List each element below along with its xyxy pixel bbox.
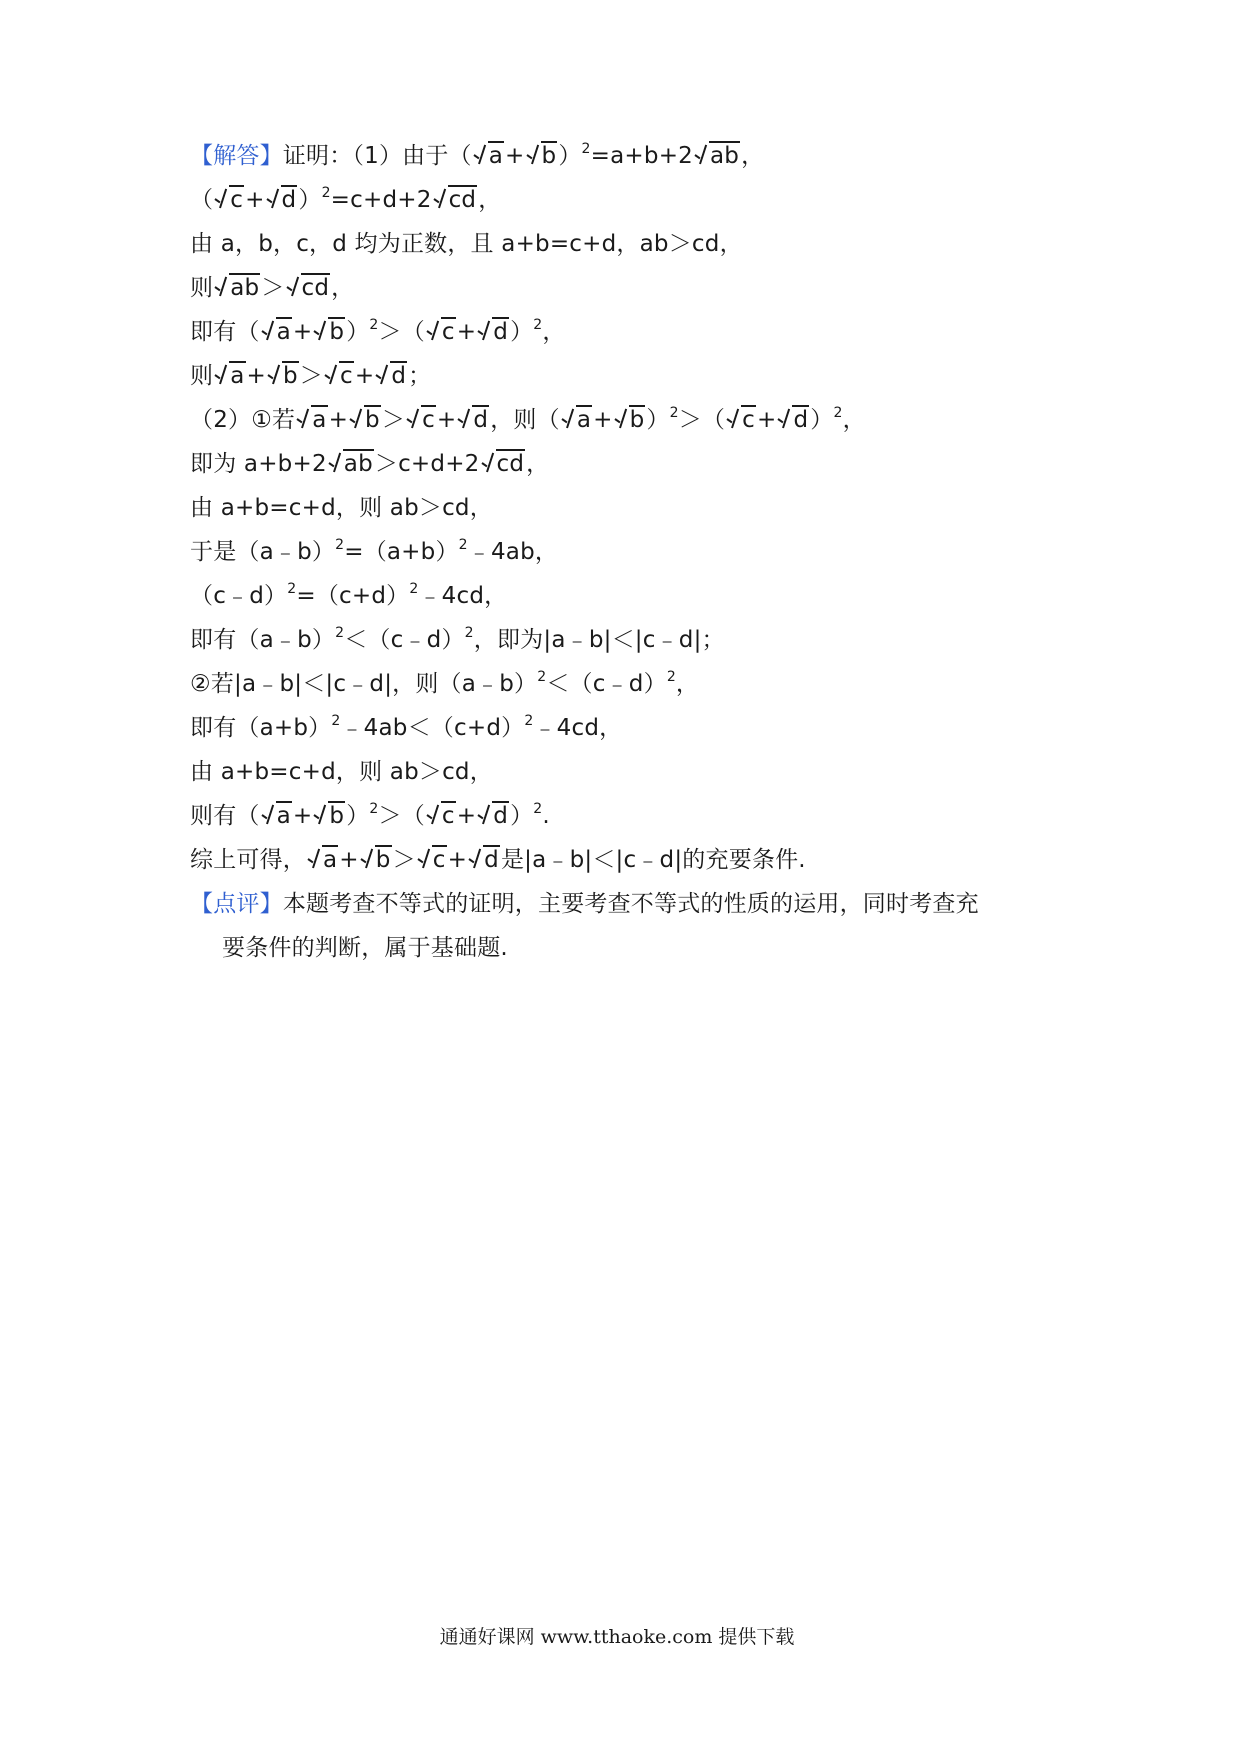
review-line-2: 要条件的判断，属于基础题. <box>222 935 508 961</box>
sqrt-expression: d <box>458 404 489 436</box>
sqrt-expression: b <box>361 844 392 876</box>
sqrt-expression: b <box>268 360 299 392</box>
solution-line-4: 则 ab＞ cd， <box>190 272 354 304</box>
solution-line-16: 则有（ a+ b）$^2$＞（ c+ d）$^2$. <box>190 800 550 832</box>
sqrt-expression: c <box>215 184 244 216</box>
text: 证明：（1）由于（ <box>282 143 472 169</box>
solution-line-11: $(c﹣d)^2=(c+d)^2﹣4cd$， <box>190 581 508 609</box>
sqrt-expression: b <box>350 404 381 436</box>
sqrt-expression: a <box>474 140 504 172</box>
sqrt-expression: a <box>562 404 592 436</box>
sqrt-expression: a <box>308 844 338 876</box>
sqrt-expression: ab <box>329 448 374 480</box>
solution-line-5: 即有（ a+ b）$^2$＞（ c+ d）$^2$， <box>190 316 566 348</box>
sqrt-expression: b <box>314 316 345 348</box>
sqrt-expression: ab <box>215 272 260 304</box>
solution-line-14: 即有$(a+b)^2﹣4ab<(c+d)^2﹣4cd$， <box>190 713 623 741</box>
solution-line-6: 则 a+ b＞ c+ d； <box>190 360 431 392</box>
sqrt-expression: b <box>527 140 558 172</box>
review-line-1 <box>190 888 979 920</box>
solution-line-9: 由 a+b=c+d，则 ab＞cd， <box>190 495 493 521</box>
sqrt-expression: c <box>427 800 456 832</box>
sqrt-expression: c <box>418 844 447 876</box>
sqrt-expression: a <box>297 404 327 436</box>
review-text: 本题考查不等式的证明，主要考查不等式的性质的运用，同时考查充 <box>282 891 979 917</box>
sqrt-expression: b <box>615 404 646 436</box>
solution-line-17: 综上可得， a+ b＞ c+ d是|a﹣b|＜|c﹣d|的充要条件. <box>190 844 806 876</box>
solution-line-8: 即为 a+b+2 ab＞c+d+2 cd， <box>190 448 549 480</box>
footer-credit: 通通好课网 www.tthaoke.com 提供下载 <box>439 1626 795 1648</box>
review-label: 【点评】 <box>190 891 283 917</box>
sqrt-expression: cd <box>482 448 526 480</box>
sqrt-expression: d <box>478 800 509 832</box>
sqrt-expression: b <box>314 800 345 832</box>
solution-line-13: ②若|a﹣b|＜|c﹣d|，则（a﹣b）$^2$＜（c﹣d）$^2$， <box>190 669 700 697</box>
solution-line-12: 即有（a﹣b）$^2$＜（c﹣d）$^2$，即为|a﹣b|＜|c﹣d|； <box>190 625 725 653</box>
solution-line-15: 由 a+b=c+d，则 ab＞cd， <box>190 759 493 785</box>
sqrt-expression: cd <box>434 184 478 216</box>
sqrt-expression: c <box>727 404 756 436</box>
sqrt-expression: a <box>215 360 245 392</box>
sqrt-expression: c <box>407 404 436 436</box>
sqrt-expression: c <box>325 360 354 392</box>
sqrt-expression: cd <box>287 272 331 304</box>
sqrt-expression: c <box>427 316 456 348</box>
solution-line-2: （ c+ d）$^2$=c+d+2 cd， <box>190 184 501 216</box>
sqrt-expression: a <box>262 316 292 348</box>
solution-line-7: （2）①若 a+ b＞ c+ d，则（ a+ b）$^2$＞（ c+ d）$^2$， <box>190 404 866 436</box>
solution-line-10: 于是$(a﹣b)^2=(a+b)^2﹣4ab$， <box>190 537 559 565</box>
sqrt-expression: d <box>469 844 500 876</box>
solution-line-1: 【解答】证明：（1）由于（ a+ b）$^2$=a+b+2 ab， <box>190 140 764 172</box>
solution-label: 【解答】 <box>190 143 283 169</box>
sqrt-expression: d <box>778 404 809 436</box>
sqrt-expression: d <box>376 360 407 392</box>
solution-line-3: 由 a，b，c，d 均为正数，且 a+b=c+d，ab＞cd， <box>190 231 743 257</box>
sqrt-expression: d <box>267 184 298 216</box>
sqrt-expression: ab <box>695 140 740 172</box>
sqrt-expression: d <box>478 316 509 348</box>
sqrt-expression: a <box>262 800 292 832</box>
